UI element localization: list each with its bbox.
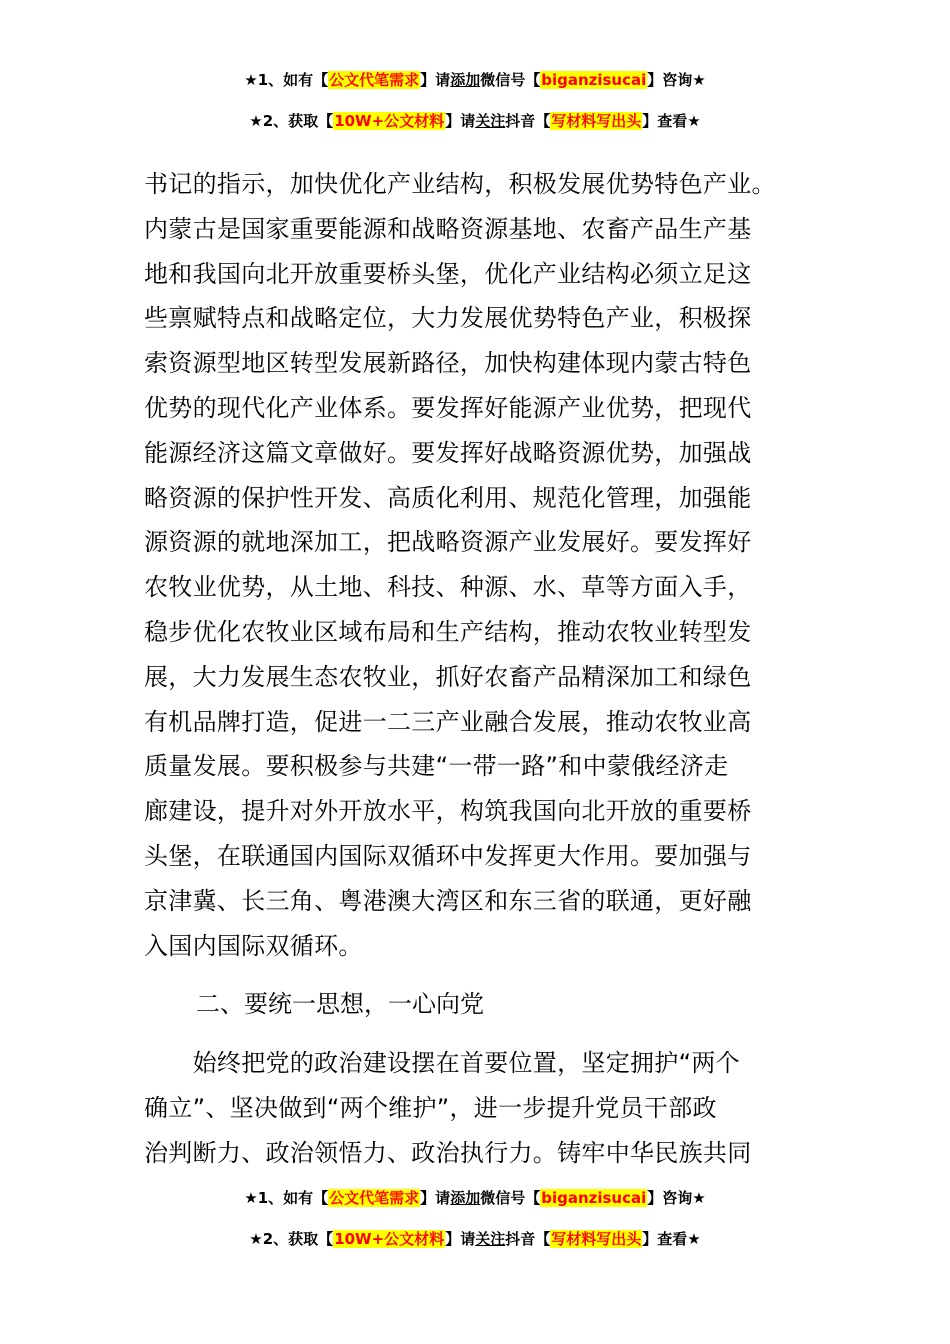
text-line: 索资源型地区转型发展新路径，加快构建体现内蒙古特色 xyxy=(144,349,752,378)
banner-douyin-id: 写材料写出头 xyxy=(551,1230,642,1248)
text-line: 略资源的保护性开发、高质化利用、规范化管理，加强能 xyxy=(144,483,752,512)
text-line: 源资源的就地深加工，把战略资源产业发展好。要发挥好 xyxy=(144,528,752,557)
text-line: 地和我国向北开放重要桥头堡，优化产业结构必须立足这 xyxy=(144,259,752,288)
text-line: 京津冀、长三角、粤港澳大湾区和东三省的联通，更好融 xyxy=(144,886,752,915)
banner-highlight: 10W+公文材料 xyxy=(334,1230,445,1248)
text-line: 有机品牌打造，促进一二三产业融合发展，推动农牧业高 xyxy=(144,707,752,736)
text-line: 稳步优化农牧业区域布局和生产结构，推动农牧业转型发 xyxy=(144,617,752,646)
text-line: 廊建设，提升对外开放水平，构筑我国向北开放的重要桥 xyxy=(144,797,752,826)
body-paragraph-2 xyxy=(144,1041,794,1175)
text-line: 质量发展。要积极参与共建“一带一路”和中蒙俄经济走 xyxy=(144,752,729,781)
banner-wechat-id: biganzisucai xyxy=(541,71,647,89)
banner-line-2: ★2、获取【10W+公文材料】请关注抖音【写材料写出头】查看★ xyxy=(249,1230,701,1248)
text-line: 能源经济这篇文章做好。要发挥好战略资源优势，加强战 xyxy=(144,438,752,467)
text-line: 头堡，在联通国内国际双循环中发挥更大作用。要加强与 xyxy=(144,841,752,870)
banner-highlight: 公文代笔需求 xyxy=(329,71,420,89)
banner-highlight: 公文代笔需求 xyxy=(329,1189,420,1207)
text-line: 农牧业优势，从土地、科技、种源、水、草等方面入手， xyxy=(144,573,752,602)
text-line: 书记的指示，加快优化产业结构，积极发展优势特色产业。 xyxy=(144,170,776,198)
text-line: 优势的现代化产业体系。要发挥好能源产业优势，把现代 xyxy=(144,393,752,422)
banner-line-1: ★1、如有【公文代笔需求】请添加微信号【biganzisucai】咨询★ xyxy=(244,1189,706,1207)
banner-wechat-id: biganzisucai xyxy=(541,1189,647,1207)
top-banner xyxy=(0,70,950,130)
text-line: 些禀赋特点和战略定位，大力发展优势特色产业，积极探 xyxy=(144,304,752,333)
banner-line-1: ★1、如有【公文代笔需求】请添加微信号【biganzisucai】咨询★ xyxy=(244,71,706,89)
text-line: 治判断力、政治领悟力、政治执行力。铸牢中华民族共同 xyxy=(144,1138,752,1167)
text-line: 入国内国际双循环。 xyxy=(144,931,363,960)
section-heading: 二、要统一思想，一心向党 xyxy=(196,990,484,1018)
banner-line-2: ★2、获取【10W+公文材料】请关注抖音【写材料写出头】查看★ xyxy=(249,112,701,130)
body-paragraph-1 xyxy=(144,162,794,968)
text-line: 内蒙古是国家重要能源和战略资源基地、农畜产品生产基 xyxy=(144,214,752,243)
text-line: 确立”、坚决做到“两个维护”，进一步提升党员干部政 xyxy=(144,1093,717,1122)
text-line: 始终把党的政治建设摆在首要位置，坚定拥护“两个 xyxy=(144,1049,740,1077)
bottom-banner xyxy=(0,1188,950,1248)
banner-douyin-id: 写材料写出头 xyxy=(551,112,642,130)
banner-highlight: 10W+公文材料 xyxy=(334,112,445,130)
text-line: 展，大力发展生态农牧业，抓好农畜产品精深加工和绿色 xyxy=(144,662,752,691)
